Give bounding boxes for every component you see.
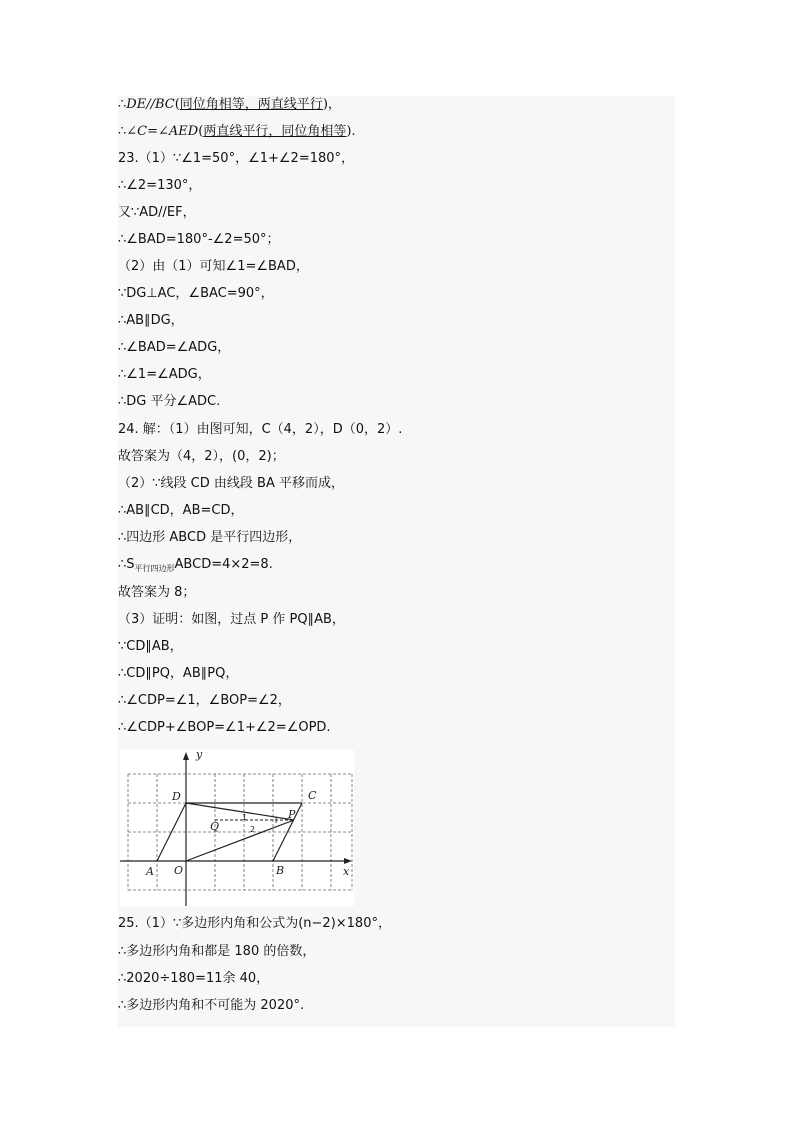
point-b-label: B xyxy=(276,864,285,877)
q24-line-10: ∴CD∥PQ，AB∥PQ， xyxy=(118,666,239,681)
q23-line-9: ∴∠1=∠ADG， xyxy=(118,367,211,382)
q23-line-7: ∴AB∥DG， xyxy=(118,313,184,328)
q24-line-12: ∴∠CDP+∠BOP=∠1+∠2=∠OPD. xyxy=(118,720,331,735)
origin-label: O xyxy=(174,864,184,877)
q23-line-1: 23.（1）∵∠1=50°，∠1+∠2=180°， xyxy=(118,151,355,166)
text: DE xyxy=(126,97,147,112)
x-axis-label: x xyxy=(343,865,350,878)
q24-line-1: 24. 解：（1）由图可知，C（4，2），D（0，2）. xyxy=(118,422,403,437)
point-a-label: A xyxy=(146,865,154,878)
point-p-label: P xyxy=(288,808,296,821)
coordinate-figure xyxy=(120,750,354,906)
axes xyxy=(120,752,352,906)
line-de-parallel-bc xyxy=(118,97,341,113)
q23-line-3: 又∵AD//EF， xyxy=(118,205,196,220)
line-angle-c-equals-aed xyxy=(118,124,356,140)
q25-line-2: ∴多边形内角和都是 180 的倍数， xyxy=(118,944,316,959)
q24-line-9: ∵CD∥AB， xyxy=(118,639,183,654)
text: =∠ xyxy=(147,124,169,139)
text: ∴∠ xyxy=(118,124,138,139)
point-c-label: C xyxy=(308,789,317,802)
q24-line-8: （3）证明：如图，过点 P 作 PQ∥AB， xyxy=(118,612,345,627)
grid xyxy=(128,774,352,890)
text: ( xyxy=(198,124,204,139)
text: // xyxy=(146,97,155,112)
q24-line-4: ∴AB∥CD，AB=CD， xyxy=(118,503,244,518)
q25-line-1: 25.（1）∵多边形内角和公式为(n−2)×180°， xyxy=(118,916,391,931)
q23-line-8: ∴∠BAD=∠ADG， xyxy=(118,340,231,355)
q25-line-3: ∴2020÷180=11余 40， xyxy=(118,971,270,986)
text: AED xyxy=(168,124,199,139)
q24-line-5: ∴四边形 ABCD 是平行四边形， xyxy=(118,530,302,545)
q25-line-4: ∴多边形内角和不可能为 2020°. xyxy=(118,998,305,1013)
q24-line-7: 故答案为 8； xyxy=(118,585,196,600)
q23-line-10: ∴DG 平分∠ADC. xyxy=(118,394,221,409)
q23-line-6: ∵DG⊥AC，∠BAC=90°， xyxy=(118,286,274,301)
reason-text: 两直线平行，同位角相等 xyxy=(203,124,347,139)
text: ∴S xyxy=(118,557,135,572)
angle-1-label: 1 xyxy=(242,813,248,822)
text: ∴ xyxy=(118,97,127,112)
q24-line-3: （2）∵线段 CD 由线段 BA 平移而成， xyxy=(118,476,344,491)
q23-line-5: （2）由（1）可知∠1=∠BAD， xyxy=(118,259,309,274)
angle-2-label: 2 xyxy=(250,825,256,834)
text: ABCD=4×2=8. xyxy=(174,557,273,572)
point-d-label: D xyxy=(172,790,181,803)
q23-line-2: ∴∠2=130°， xyxy=(118,178,202,193)
figure-svg xyxy=(120,750,354,906)
text: )， xyxy=(322,97,341,112)
text: ). xyxy=(346,124,356,139)
q24-area-line xyxy=(118,557,273,573)
q24-line-11: ∴∠CDP=∠1，∠BOP=∠2， xyxy=(118,693,291,708)
q24-line-2: 故答案为（4，2），(0，2)； xyxy=(118,449,285,464)
subscript: 平行四边形 xyxy=(134,564,175,573)
q23-line-4: ∴∠BAD=180°-∠2=50°； xyxy=(118,232,280,247)
point-q-label: Q xyxy=(210,820,220,833)
text: ( xyxy=(174,97,180,112)
y-axis-label: y xyxy=(196,750,203,761)
reason-text: 同位角相等，两直线平行 xyxy=(179,97,323,112)
text: C xyxy=(137,124,148,139)
text: BC xyxy=(154,97,175,112)
